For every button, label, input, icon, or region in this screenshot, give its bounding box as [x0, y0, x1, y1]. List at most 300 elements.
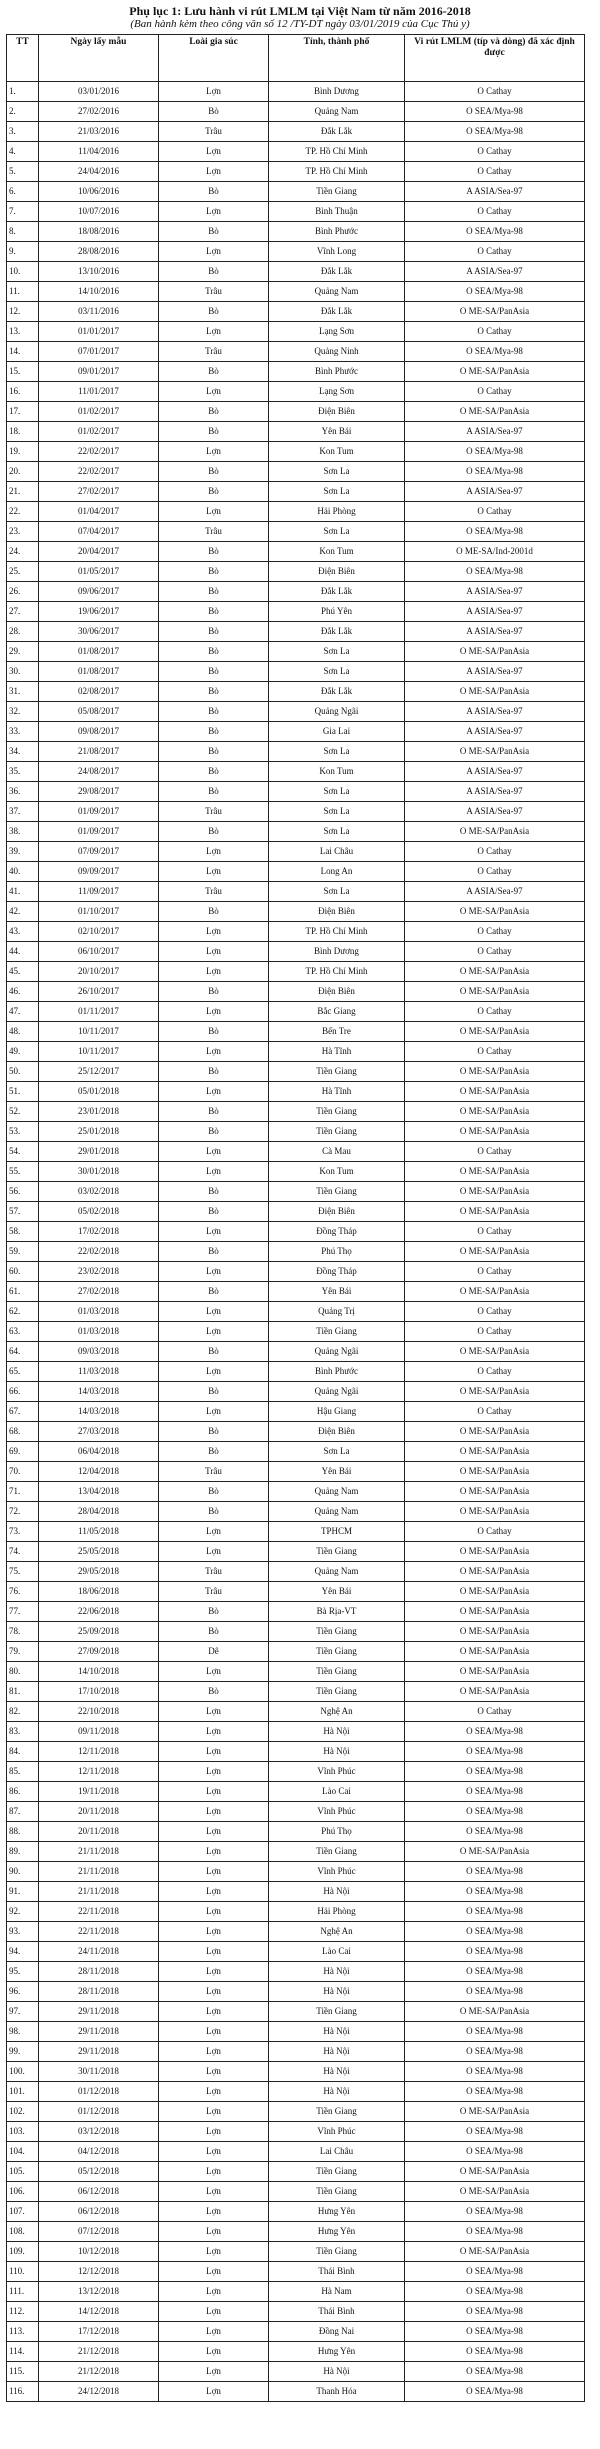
province: Hải Phòng: [269, 1902, 405, 1922]
animal-species: Lợn: [159, 2102, 269, 2122]
sample-date: 09/08/2017: [39, 722, 159, 742]
sample-date: 14/03/2018: [39, 1402, 159, 1422]
virus-type: O ME-SA/PanAsia: [405, 822, 585, 842]
animal-species: Lợn: [159, 2042, 269, 2062]
sample-date: 20/04/2017: [39, 542, 159, 562]
province: Tiền Giang: [269, 1842, 405, 1862]
virus-type: O Cathay: [405, 82, 585, 102]
table-row: [7, 1722, 585, 1742]
table-row: [7, 422, 585, 442]
virus-type: A ASIA/Sea-97: [405, 602, 585, 622]
sample-date: 25/05/2018: [39, 1542, 159, 1562]
virus-type: A ASIA/Sea-97: [405, 802, 585, 822]
row-number: 7.: [7, 202, 39, 222]
row-number: 105.: [7, 2162, 39, 2182]
animal-species: Bò: [159, 1602, 269, 1622]
animal-species: Bò: [159, 262, 269, 282]
province: Thanh Hóa: [269, 2382, 405, 2402]
virus-type: O Cathay: [405, 1322, 585, 1342]
row-number: 55.: [7, 1162, 39, 1182]
table-row: [7, 142, 585, 162]
sample-date: 14/10/2018: [39, 1662, 159, 1682]
province: Tiền Giang: [269, 1102, 405, 1122]
virus-type: O ME-SA/PanAsia: [405, 1662, 585, 1682]
province: Sơn La: [269, 822, 405, 842]
sample-date: 06/12/2018: [39, 2202, 159, 2222]
virus-type: O SEA/Mya-98: [405, 2282, 585, 2302]
virus-type: O ME-SA/Ind-2001d: [405, 542, 585, 562]
virus-type: O ME-SA/PanAsia: [405, 402, 585, 422]
province: Tiền Giang: [269, 2242, 405, 2262]
sample-date: 11/05/2018: [39, 1522, 159, 1542]
row-number: 24.: [7, 542, 39, 562]
row-number: 32.: [7, 702, 39, 722]
sample-date: 25/12/2017: [39, 1062, 159, 1082]
row-number: 95.: [7, 1962, 39, 1982]
row-number: 113.: [7, 2322, 39, 2342]
animal-species: Bò: [159, 1022, 269, 1042]
animal-species: Bò: [159, 182, 269, 202]
province: Bình Phước: [269, 1362, 405, 1382]
animal-species: Lợn: [159, 962, 269, 982]
province: Thái Bình: [269, 2262, 405, 2282]
sample-date: 03/12/2018: [39, 2122, 159, 2142]
row-number: 88.: [7, 1822, 39, 1842]
sample-date: 27/09/2018: [39, 1642, 159, 1662]
header-sample-date: Ngày lấy mẫu: [39, 35, 159, 82]
row-number: 15.: [7, 362, 39, 382]
province: Vĩnh Long: [269, 242, 405, 262]
sample-date: 17/10/2018: [39, 1682, 159, 1702]
table-row: [7, 1282, 585, 1302]
animal-species: Lợn: [159, 502, 269, 522]
table-row: [7, 2322, 585, 2342]
table-row: [7, 1922, 585, 1942]
virus-type: O ME-SA/PanAsia: [405, 1102, 585, 1122]
province: Kon Tum: [269, 542, 405, 562]
province: Kon Tum: [269, 1162, 405, 1182]
table-row: [7, 202, 585, 222]
table-row: [7, 1202, 585, 1222]
province: Tiền Giang: [269, 1182, 405, 1202]
sample-date: 24/04/2016: [39, 162, 159, 182]
animal-species: Lợn: [159, 2262, 269, 2282]
sample-date: 01/01/2017: [39, 322, 159, 342]
province: Hà Nam: [269, 2282, 405, 2302]
table-row: [7, 1502, 585, 1522]
sample-date: 03/01/2016: [39, 82, 159, 102]
virus-type: O SEA/Mya-98: [405, 1862, 585, 1882]
animal-species: Lợn: [159, 862, 269, 882]
animal-species: Bò: [159, 1062, 269, 1082]
table-row: [7, 1662, 585, 1682]
virus-type: O SEA/Mya-98: [405, 1822, 585, 1842]
province: Sơn La: [269, 642, 405, 662]
sample-date: 21/11/2018: [39, 1842, 159, 1862]
sample-date: 12/11/2018: [39, 1762, 159, 1782]
animal-species: Lợn: [159, 922, 269, 942]
sample-date: 22/11/2018: [39, 1902, 159, 1922]
table-row: [7, 802, 585, 822]
table-row: [7, 102, 585, 122]
animal-species: Lợn: [159, 382, 269, 402]
province: Điện Biên: [269, 982, 405, 1002]
sample-date: 19/06/2017: [39, 602, 159, 622]
virus-type: O ME-SA/PanAsia: [405, 1442, 585, 1462]
sample-date: 30/11/2018: [39, 2062, 159, 2082]
header-tt: TT: [7, 35, 39, 82]
province: Hà Tĩnh: [269, 1042, 405, 1062]
table-row: [7, 762, 585, 782]
row-number: 94.: [7, 1942, 39, 1962]
virus-type: A ASIA/Sea-97: [405, 882, 585, 902]
animal-species: Bò: [159, 1202, 269, 1222]
sample-date: 11/03/2018: [39, 1362, 159, 1382]
row-number: 83.: [7, 1722, 39, 1742]
province: Đắk Lắk: [269, 682, 405, 702]
animal-species: Bò: [159, 482, 269, 502]
sample-date: 05/12/2018: [39, 2162, 159, 2182]
animal-species: Lợn: [159, 1662, 269, 1682]
animal-species: Lợn: [159, 1822, 269, 1842]
table-row: [7, 662, 585, 682]
table-row: [7, 2202, 585, 2222]
province: Kon Tum: [269, 762, 405, 782]
virus-type: A ASIA/Sea-97: [405, 182, 585, 202]
virus-type: O ME-SA/PanAsia: [405, 1582, 585, 1602]
animal-species: Bò: [159, 1102, 269, 1122]
table-row: [7, 2122, 585, 2142]
sample-date: 27/02/2017: [39, 482, 159, 502]
province: Tiền Giang: [269, 1122, 405, 1142]
province: Bắc Giang: [269, 1002, 405, 1022]
animal-species: Lợn: [159, 2142, 269, 2162]
row-number: 21.: [7, 482, 39, 502]
animal-species: Bò: [159, 462, 269, 482]
province: Quảng Ngãi: [269, 1382, 405, 1402]
table-row: [7, 1002, 585, 1022]
sample-date: 10/11/2017: [39, 1042, 159, 1062]
province: Sơn La: [269, 522, 405, 542]
virus-type: O SEA/Mya-98: [405, 2042, 585, 2062]
row-number: 33.: [7, 722, 39, 742]
animal-species: Lợn: [159, 2382, 269, 2402]
table-row: [7, 822, 585, 842]
row-number: 42.: [7, 902, 39, 922]
virus-type: O ME-SA/PanAsia: [405, 362, 585, 382]
table-row: [7, 1982, 585, 2002]
province: TP. Hồ Chí Minh: [269, 162, 405, 182]
province: Quảng Ngãi: [269, 702, 405, 722]
animal-species: Lợn: [159, 1742, 269, 1762]
row-number: 65.: [7, 1362, 39, 1382]
table-row: [7, 1822, 585, 1842]
table-row: [7, 1462, 585, 1482]
virus-type: O Cathay: [405, 942, 585, 962]
animal-species: Lợn: [159, 1302, 269, 1322]
sample-date: 06/10/2017: [39, 942, 159, 962]
animal-species: Bò: [159, 782, 269, 802]
row-number: 77.: [7, 1602, 39, 1622]
row-number: 35.: [7, 762, 39, 782]
table-row: [7, 502, 585, 522]
table-row: [7, 842, 585, 862]
animal-species: Lợn: [159, 1982, 269, 2002]
animal-species: Bò: [159, 822, 269, 842]
province: Hà Tĩnh: [269, 1082, 405, 1102]
virus-type: O SEA/Mya-98: [405, 1762, 585, 1782]
province: Lai Châu: [269, 842, 405, 862]
sample-date: 04/12/2018: [39, 2142, 159, 2162]
province: Phú Yên: [269, 602, 405, 622]
sample-date: 21/11/2018: [39, 1882, 159, 1902]
virus-type: O ME-SA/PanAsia: [405, 902, 585, 922]
animal-species: Bò: [159, 1482, 269, 1502]
sample-date: 11/04/2016: [39, 142, 159, 162]
province: Hưng Yên: [269, 2342, 405, 2362]
sample-date: 09/11/2018: [39, 1722, 159, 1742]
province: Hải Phòng: [269, 502, 405, 522]
table-row: [7, 782, 585, 802]
table-row: [7, 1322, 585, 1342]
virus-type: A ASIA/Sea-97: [405, 662, 585, 682]
virus-type: O Cathay: [405, 1042, 585, 1062]
virus-type: O SEA/Mya-98: [405, 2202, 585, 2222]
sample-date: 23/01/2018: [39, 1102, 159, 1122]
virus-type: O SEA/Mya-98: [405, 1962, 585, 1982]
animal-species: Bò: [159, 1282, 269, 1302]
table-row: [7, 1142, 585, 1162]
table-row: [7, 1162, 585, 1182]
page-subtitle: (Ban hành kèm theo công văn số 12 /TY-DT ngày 03/01/2019 của Cục Thú y): [130, 18, 470, 30]
row-number: 4.: [7, 142, 39, 162]
virus-type: O SEA/Mya-98: [405, 1902, 585, 1922]
province: Sơn La: [269, 1442, 405, 1462]
table-row: [7, 322, 585, 342]
row-number: 68.: [7, 1422, 39, 1442]
row-number: 2.: [7, 102, 39, 122]
virus-type: O SEA/Mya-98: [405, 1802, 585, 1822]
virus-type: O ME-SA/PanAsia: [405, 1202, 585, 1222]
animal-species: Lợn: [159, 2302, 269, 2322]
row-number: 23.: [7, 522, 39, 542]
row-number: 22.: [7, 502, 39, 522]
virus-type: O Cathay: [405, 862, 585, 882]
sample-date: 07/12/2018: [39, 2222, 159, 2242]
table-row: [7, 682, 585, 702]
table-row: [7, 1062, 585, 1082]
province: Cà Mau: [269, 1142, 405, 1162]
sample-date: 12/12/2018: [39, 2262, 159, 2282]
row-number: 1.: [7, 82, 39, 102]
animal-species: Lợn: [159, 1362, 269, 1382]
animal-species: Bò: [159, 1122, 269, 1142]
virus-type: O ME-SA/PanAsia: [405, 2242, 585, 2262]
row-number: 110.: [7, 2262, 39, 2282]
province: Hà Nội: [269, 1962, 405, 1982]
table-row: [7, 2182, 585, 2202]
virus-type: O ME-SA/PanAsia: [405, 1562, 585, 1582]
row-number: 75.: [7, 1562, 39, 1582]
virus-type: O ME-SA/PanAsia: [405, 982, 585, 1002]
province: Hà Nội: [269, 2362, 405, 2382]
virus-type: O Cathay: [405, 1702, 585, 1722]
animal-species: Trâu: [159, 342, 269, 362]
row-number: 62.: [7, 1302, 39, 1322]
animal-species: Bò: [159, 1442, 269, 1462]
province: Lạng Sơn: [269, 382, 405, 402]
virus-type: O ME-SA/PanAsia: [405, 1022, 585, 1042]
province: Bình Thuận: [269, 202, 405, 222]
province: Tiền Giang: [269, 1062, 405, 1082]
sample-date: 09/09/2017: [39, 862, 159, 882]
table-row: [7, 1602, 585, 1622]
virus-type: O Cathay: [405, 202, 585, 222]
table-row: [7, 1482, 585, 1502]
row-number: 79.: [7, 1642, 39, 1662]
sample-date: 11/09/2017: [39, 882, 159, 902]
animal-species: Trâu: [159, 802, 269, 822]
virus-type: O SEA/Mya-98: [405, 1722, 585, 1742]
animal-species: Lợn: [159, 1782, 269, 1802]
sample-date: 22/02/2018: [39, 1242, 159, 1262]
animal-species: Bò: [159, 302, 269, 322]
table-row: [7, 1802, 585, 1822]
province: Lạng Sơn: [269, 322, 405, 342]
province: Quảng Nam: [269, 102, 405, 122]
table-row: [7, 982, 585, 1002]
table-row: [7, 702, 585, 722]
row-number: 50.: [7, 1062, 39, 1082]
sample-date: 27/02/2018: [39, 1282, 159, 1302]
sample-date: 25/09/2018: [39, 1622, 159, 1642]
table-row: [7, 1862, 585, 1882]
table-row: [7, 482, 585, 502]
province: Tiền Giang: [269, 2002, 405, 2022]
animal-species: Bò: [159, 402, 269, 422]
province: Đắk Lắk: [269, 122, 405, 142]
virus-type: O ME-SA/PanAsia: [405, 1242, 585, 1262]
table-row: [7, 1742, 585, 1762]
sample-date: 18/08/2016: [39, 222, 159, 242]
province: Đồng Nai: [269, 2322, 405, 2342]
animal-species: Lợn: [159, 2242, 269, 2262]
page-title: Phụ lục 1: Lưu hành vi rút LMLM tại Việt Nam từ năm 2016-2018: [129, 4, 471, 18]
animal-species: Bò: [159, 102, 269, 122]
province: Sơn La: [269, 802, 405, 822]
sample-date: 22/06/2018: [39, 1602, 159, 1622]
province: Nghệ An: [269, 1702, 405, 1722]
virus-type: O Cathay: [405, 1302, 585, 1322]
virus-type: O ME-SA/PanAsia: [405, 1182, 585, 1202]
sample-date: 27/02/2016: [39, 102, 159, 122]
row-number: 93.: [7, 1922, 39, 1942]
sample-date: 01/05/2017: [39, 562, 159, 582]
virus-type: O ME-SA/PanAsia: [405, 1082, 585, 1102]
sample-date: 24/11/2018: [39, 1942, 159, 1962]
row-number: 49.: [7, 1042, 39, 1062]
virus-type: A ASIA/Sea-97: [405, 762, 585, 782]
row-number: 84.: [7, 1742, 39, 1762]
table-row: [7, 1362, 585, 1382]
virus-type: O SEA/Mya-98: [405, 2262, 585, 2282]
row-number: 45.: [7, 962, 39, 982]
row-number: 14.: [7, 342, 39, 362]
row-number: 64.: [7, 1342, 39, 1362]
virus-type: O ME-SA/PanAsia: [405, 1342, 585, 1362]
sample-date: 01/02/2017: [39, 402, 159, 422]
virus-type: O ME-SA/PanAsia: [405, 1642, 585, 1662]
virus-type: O ME-SA/PanAsia: [405, 1842, 585, 1862]
animal-species: Lợn: [159, 842, 269, 862]
table-row: [7, 382, 585, 402]
sample-date: 10/07/2016: [39, 202, 159, 222]
animal-species: Lợn: [159, 1142, 269, 1162]
province: Điện Biên: [269, 562, 405, 582]
animal-species: Bò: [159, 562, 269, 582]
virus-type: O ME-SA/PanAsia: [405, 1062, 585, 1082]
province: Thái Bình: [269, 2302, 405, 2322]
sample-date: 01/10/2017: [39, 902, 159, 922]
row-number: 106.: [7, 2182, 39, 2202]
province: Vĩnh Phúc: [269, 1862, 405, 1882]
row-number: 11.: [7, 282, 39, 302]
virus-type: O SEA/Mya-98: [405, 462, 585, 482]
sample-date: 26/10/2017: [39, 982, 159, 1002]
virus-type: O SEA/Mya-98: [405, 1882, 585, 1902]
row-number: 89.: [7, 1842, 39, 1862]
animal-species: Lợn: [159, 242, 269, 262]
row-number: 82.: [7, 1702, 39, 1722]
animal-species: Trâu: [159, 522, 269, 542]
sample-date: 29/05/2018: [39, 1562, 159, 1582]
sample-date: 01/03/2018: [39, 1322, 159, 1342]
sample-date: 19/11/2018: [39, 1782, 159, 1802]
sample-date: 09/03/2018: [39, 1342, 159, 1362]
table-row: [7, 962, 585, 982]
row-number: 87.: [7, 1802, 39, 1822]
sample-date: 02/10/2017: [39, 922, 159, 942]
animal-species: Lợn: [159, 322, 269, 342]
sample-date: 07/01/2017: [39, 342, 159, 362]
province: Hưng Yên: [269, 2222, 405, 2242]
virus-type: O ME-SA/PanAsia: [405, 1422, 585, 1442]
table-row: [7, 2042, 585, 2062]
virus-type: O SEA/Mya-98: [405, 222, 585, 242]
row-number: 60.: [7, 1262, 39, 1282]
animal-species: Bò: [159, 982, 269, 1002]
table-row: [7, 2362, 585, 2382]
virus-type: A ASIA/Sea-97: [405, 482, 585, 502]
table-row: [7, 1962, 585, 1982]
table-row: [7, 1842, 585, 1862]
table-row: [7, 2382, 585, 2402]
animal-species: Lợn: [159, 2062, 269, 2082]
table-row: [7, 562, 585, 582]
table-row: [7, 162, 585, 182]
virus-type: O ME-SA/PanAsia: [405, 642, 585, 662]
row-number: 6.: [7, 182, 39, 202]
table-row: [7, 1122, 585, 1142]
province: Tiền Giang: [269, 1622, 405, 1642]
sample-date: 24/12/2018: [39, 2382, 159, 2402]
virus-type: O Cathay: [405, 502, 585, 522]
province: Tiền Giang: [269, 1642, 405, 1662]
animal-species: Trâu: [159, 882, 269, 902]
sample-date: 21/12/2018: [39, 2342, 159, 2362]
table-row: [7, 942, 585, 962]
animal-species: Lợn: [159, 1042, 269, 1062]
